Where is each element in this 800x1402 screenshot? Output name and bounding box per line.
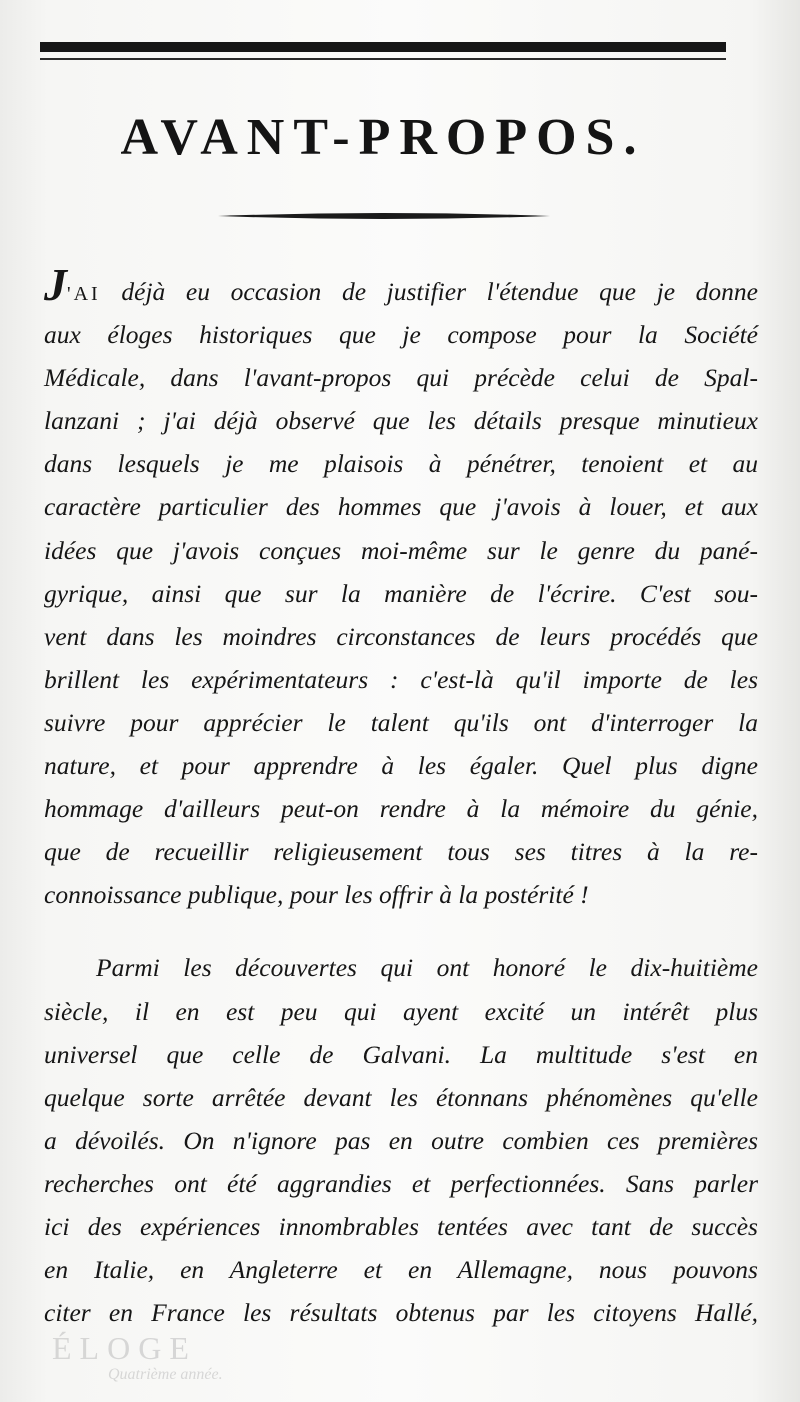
paragraph-2-line-2: siècle, il en est peu qui ayent excité un intérêt plus [44,996,758,1026]
line-text: déjà eu occasion de justifier l'étendue que je donne [100,277,758,306]
paragraph-1-line-15: connoissance publique, pour les offrir à la postérité ! [44,880,589,910]
paragraph-1-line-5: dans lesquels je me plaisois à pénétrer, tenoient et au [44,449,758,479]
paragraph-1-line-13: hommage d'ailleurs peut-on rendre à la mémoire du génie, [44,794,758,824]
body-text [44,259,758,1334]
paragraph-2-line-7: ici des expériences innombrables tentées avec tant de succès [44,1211,758,1241]
paragraph-1-line-10: brillent les expérimentateurs : c'est-là qu'il importe de les [44,664,758,694]
first-word-rest: 'AI [67,283,101,305]
paragraph-2-line-8: en Italie, en Angleterre et en Allemagne, nous pouvons [44,1255,758,1285]
paragraph-1-line-7: idées que j'avois conçues moi-même sur le genre du pané- [44,535,758,565]
paragraph-2-line-9: citer en France les résultats obtenus par les citoyens Hallé, [44,1298,758,1328]
header-thin-rule [40,58,726,60]
paragraph-2-line-4: quelque sorte arrêtée devant les étonnans phénomènes qu'elle [44,1082,758,1112]
paragraph-2-line-3: universel que celle de Galvani. La multitude s'est en [44,1039,758,1069]
paragraph-1-line-12: nature, et pour apprendre à les égaler. Quel plus digne [44,751,758,781]
paragraph-1-line-6: caractère particulier des hommes que j'avois à louer, et aux [44,492,758,522]
drop-initial: J [44,259,67,310]
bleed-through-signature-sub: Quatrième année. [108,1366,223,1383]
paragraph-1-line-8: gyrique, ainsi que sur la manière de l'écrire. C'est sou- [44,578,758,608]
title-ornament-rule [218,211,550,221]
page-title: AVANT-PROPOS. [120,109,646,166]
paragraph-1-line-14: que de recueillir religieusement tous ses titres à la re- [44,837,758,867]
paragraph-gap [44,916,758,946]
paragraph-2-line-1: Parmi les découvertes qui ont honoré le dix-huitième [96,953,758,983]
paragraph-2 [44,946,758,1334]
paragraph-2-line-6: recherches ont été aggrandies et perfectionnées. Sans parler [44,1168,758,1198]
paragraph-1-line-1 [44,259,758,313]
paragraph-1-line-11: suivre pour apprécier le talent qu'ils ont d'interroger la [44,707,758,737]
paragraph-1 [44,259,758,916]
paragraph-2-line-5: a dévoilés. On n'ignore pas en outre combien ces premières [44,1125,758,1155]
bleed-through-signature: ÉLOGE [52,1330,197,1366]
paragraph-1-line-3: Médicale, dans l'avant-propos qui précède celui de Spal- [44,363,758,393]
paragraph-1-line-4: lanzani ; j'ai déjà observé que les détails presque minutieux [44,406,758,436]
header-thick-rule [40,42,726,52]
paragraph-1-line-9: vent dans les moindres circonstances de leurs procédés que [44,621,758,651]
paragraph-1-line-2: aux éloges historiques que je compose pour la Société [44,320,758,350]
